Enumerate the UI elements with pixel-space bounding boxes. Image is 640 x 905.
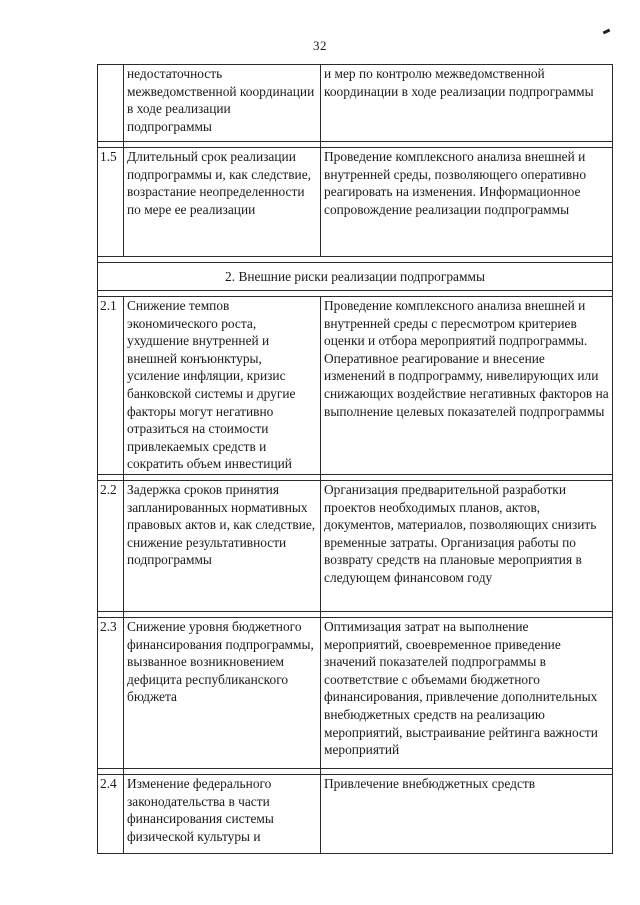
scan-artifact: [603, 29, 611, 35]
measure-cell: Организация предварительной разработки проектов необходимых планов, актов, документов, материалов, позволяющих снизить временные затраты. Организация работы по возврату средств на плановые мероприятия в следующем финансовом году: [321, 481, 613, 612]
risk-cell: Снижение темпов экономического роста, ухудшение внутренней и внешней конъюнктуры, усиление инфляции, кризис банковской системы и другие факторы могут негативно отразиться на стоимости привлекаемых средств и сократить объем инвестиций: [124, 297, 321, 475]
risk-cell: Задержка сроков принятия запланированных нормативных правовых актов и, как следствие, снижение результативности подпрограммы: [124, 481, 321, 612]
risk-cell: Длительный срок реализации подпрограммы и, как следствие, возрастание неопределенности по мере ее реализации: [124, 148, 321, 257]
section-header: 2. Внешние риски реализации подпрограммы: [98, 263, 613, 291]
row-number: 1.5: [98, 148, 124, 257]
table-row: [98, 775, 613, 854]
risk-table: [97, 64, 613, 854]
table-row: [98, 297, 613, 475]
table-row: [98, 481, 613, 612]
row-number: 2.2: [98, 481, 124, 612]
row-number: [98, 65, 124, 142]
risk-cell: Снижение уровня бюджетного финансирования подпрограммы, вызванное возникновением дефицита республиканского бюджета: [124, 618, 321, 769]
page-number: 32: [313, 38, 327, 53]
section-header-row: [98, 263, 613, 291]
table-row: [98, 618, 613, 769]
measure-cell: Проведение комплексного анализа внешней и внутренней среды с пересмотром критериев оценки и отбора мероприятий подпрограммы. Оперативное реагирование и внесение изменений в подпрограмму, нивелирующих или снижающих воздействие негативных факторов на выполнение целевых показателей подпрограммы: [321, 297, 613, 475]
row-number: 2.4: [98, 775, 124, 854]
measure-cell: Привлечение внебюджетных средств: [321, 775, 613, 854]
row-number: 2.3: [98, 618, 124, 769]
measure-cell: Проведение комплексного анализа внешней и внутренней среды, позволяющего оперативно реагировать на изменения. Информационное сопровождение реализации подпрограммы: [321, 148, 613, 257]
measure-cell: и мер по контролю межведомственной координации в ходе реализации подпрограммы: [321, 65, 613, 142]
measure-cell: Оптимизация затрат на выполнение мероприятий, своевременное приведение значений показателей подпрограммы в соответствие с объемами бюджетного финансирования, привлечение дополнительных внебюджетных средств на реализацию мероприятий, выстраивание рейтинга важности мероприятий: [321, 618, 613, 769]
risk-cell: недостаточность межведомственной координации в ходе реализации подпрограммы: [124, 65, 321, 142]
table-row: [98, 65, 613, 142]
table-row: [98, 148, 613, 257]
risk-cell: Изменение федерального законодательства в части финансирования системы физической культуры и: [124, 775, 321, 854]
row-number: 2.1: [98, 297, 124, 475]
